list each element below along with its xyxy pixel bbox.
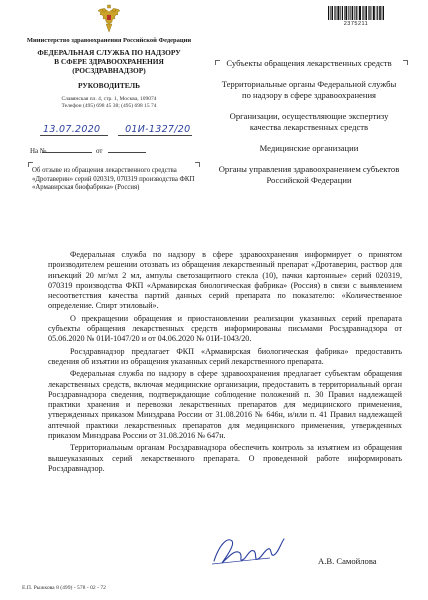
agency-line: В СФЕРЕ ЗДРАВООХРАНЕНИЯ — [54, 57, 164, 66]
barcode-icon — [328, 6, 384, 20]
letter-subject: Об отзыве из обращения лекарственного средства «Дротаверин» серий 020319, 070319 производства ФКП «Армавирская биофабрика» (Россия) — [32, 167, 195, 192]
reply-from-line — [108, 152, 146, 153]
reply-to-label: На № — [30, 147, 47, 155]
letterhead — [24, 37, 194, 110]
handwritten-signature-icon — [210, 533, 288, 569]
recipients-block — [218, 58, 400, 196]
reply-from-label: от — [96, 147, 103, 155]
ministry-name: Министерство здравоохранения Российской Федерации — [26, 37, 192, 44]
head-role: РУКОВОДИТЕЛЬ — [78, 81, 140, 90]
registration-date: 13.07.2020 — [43, 124, 101, 135]
document-number: 2375211 — [343, 21, 369, 27]
agency-line: (РОСЗДРАВНАДЗОР) — [72, 66, 146, 75]
recipient: Органы управления здравоохранением субъектов Российской Федерации — [218, 163, 400, 185]
recipient: Субъекты обращения лекарственных средств — [226, 58, 392, 68]
agency-name — [24, 48, 194, 75]
number-underline — [118, 135, 192, 136]
recipients-corner-mark — [403, 60, 408, 65]
body-paragraph: Росздравнадзор предлагает ФКП «Армавирская биологическая фабрика» предоставить сведения об изъятии из обращения указанных серий лекарственного препарата. — [48, 346, 402, 366]
agency-address — [24, 96, 194, 110]
body-paragraph: О прекращении обращения и приостановлении реализации указанных серий препарата субъекты обращения лекарственных средств информированы письмами Росздравнадзора от 05.06.2020 № 01И-1047/20 и от 04.06.2020 № 01И-1043/20. — [48, 313, 402, 344]
recipient: Территориальные органы Федеральной службы по надзору в сфере здравоохранения — [221, 79, 397, 100]
registration-number: 01И-1327/20 — [125, 124, 191, 135]
address-line: Телефон (495) 698 45 38; (495) 698 15 74 — [61, 103, 157, 109]
signer-name: А.В. Самойлова — [318, 556, 377, 566]
body-paragraph: Федеральная служба по надзору в сфере здравоохранения информирует о принятом производителем решении отозвать из обращения лекарственный препарат «Дротаверин, раствор для инъекций 20 мг/мл 2 мл, ампулы светозащитного стекла (10), пачки картонные» серий 020319, 070319 производства ФКП «Армавирская биологическая фабрика» (Россия) в связи с выявлением несоответствия качества партий данных серий препарата по показателю: «Количественное определение. Спирт этиловый». — [48, 250, 402, 311]
reply-to-line — [42, 152, 92, 153]
recipient: Медицинские организации — [259, 142, 359, 153]
date-underline — [40, 135, 108, 136]
agency-line: ФЕДЕРАЛЬНАЯ СЛУЖБА ПО НАДЗОРУ — [37, 48, 181, 57]
recipient: Организации, осуществляющие экспертизу качества лекарственных средств — [229, 110, 389, 132]
body-paragraph: Территориальным органам Росздравнадзора обеспечить контроль за изъятием из обращения вышеуказанных серий лекарственного препарата. О проведенной работе информировать Росздравнадзор. — [48, 443, 402, 473]
contact-person: Е.П. Рыжкова 8 (499) - 578 - 02 - 72 — [22, 585, 106, 591]
body-paragraph: Федеральная служба по надзору в сфере здравоохранения предлагает субъектам обращения лекарственных средств, включая медицинские организации, предоставить в территориальный орган Росздравнадзора сведения, подтверждающие соблюдение положений п. 30 Правил надлежащей практики хранения и перевозки лекарственных препаратов для медицинского применения, утвержденных приказом Минздрава России от 31.08.2016 № 646н, и/или п. 41 Правил надлежащей аптечной практики лекарственных препаратов для медицинского применения, утвержденных приказом Минздрава России от 31.08.2016 № 647н. — [48, 369, 402, 441]
address-line: Славянская пл. 4, стр. 1, Москва, 109074 — [61, 96, 157, 102]
registration-stamp — [43, 124, 190, 135]
double-headed-eagle-emblem-icon — [96, 4, 122, 34]
letter-body — [48, 250, 402, 476]
